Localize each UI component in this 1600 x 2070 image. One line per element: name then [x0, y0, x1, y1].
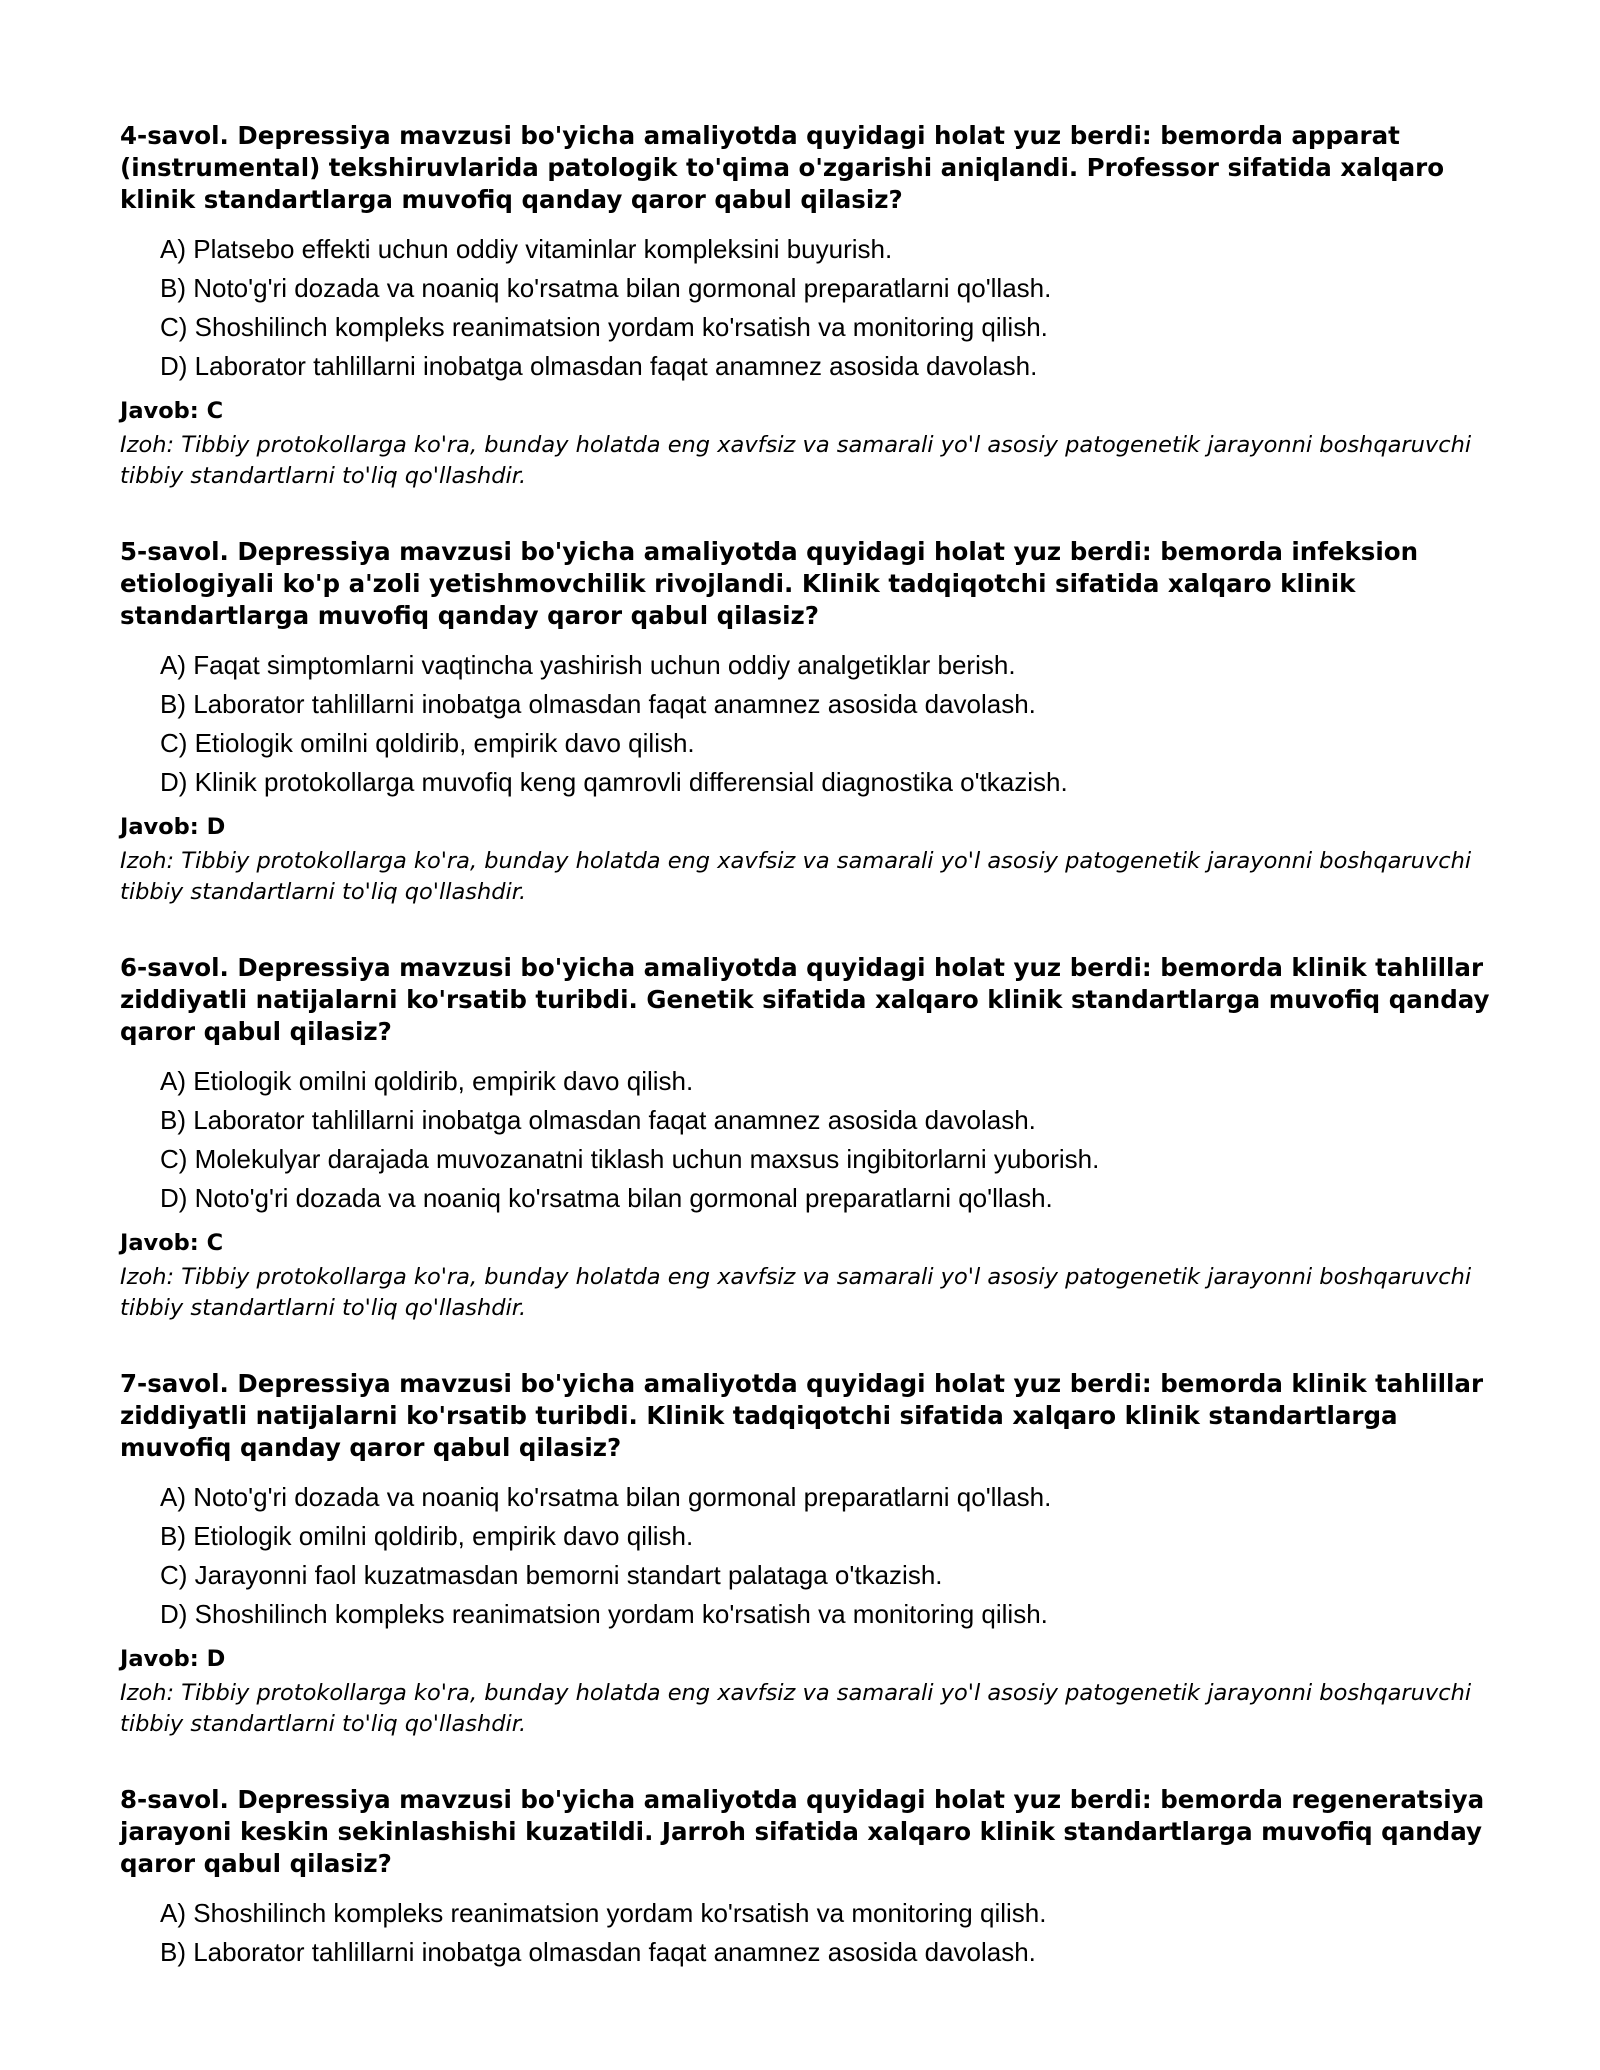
option-a: A) Platsebo effekti uchun oddiy vitaminlar kompleksini buyurish.	[160, 234, 893, 264]
answer-label: Javob: C	[120, 398, 224, 424]
question-title: 6-savol. Depressiya mavzusi bo'yicha amaliyotda quyidagi holat yuz berdi: bemorda klinik tahlillar ziddiyatli natijalarni ko'rsatib turibdi. Genetik sifatida xalqaro klinik standartlarga muvofiq qanday qaror qabul qilasiz?	[120, 953, 1490, 1046]
options-list	[160, 1478, 1500, 1634]
question-block	[120, 1784, 1500, 1972]
option-b: B) Laborator tahlillarni inobatga olmasdan faqat anamnez asosida davolash.	[160, 1937, 1036, 1967]
options-list	[160, 1894, 1500, 1972]
question-block	[120, 120, 1500, 492]
answer-label: Javob: C	[120, 1230, 224, 1256]
option-c: C) Etiologik omilni qoldirib, empirik davo qilish.	[160, 728, 695, 758]
option-c: C) Shoshilinch kompleks reanimatsion yordam ko'rsatish va monitoring qilish.	[160, 312, 1048, 342]
options-list	[160, 646, 1500, 802]
option-b: B) Noto'g'ri dozada va noaniq ko'rsatma bilan gormonal preparatlarni qo'llash.	[160, 273, 1052, 303]
options-list	[160, 1062, 1500, 1218]
explanation-note: Izoh: Tibbiy protokollarga ko'ra, bunday holatda eng xavfsiz va samarali yo'l asosiy patogenetik jarayonni boshqaruvchi tibbiy standartlarni to'liq qo'llashdir.	[120, 1680, 1472, 1737]
option-d: D) Klinik protokollarga muvofiq keng qamrovli differensial diagnostika o'tkazish.	[160, 767, 1068, 797]
option-d: D) Noto'g'ri dozada va noaniq ko'rsatma bilan gormonal preparatlarni qo'llash.	[160, 1183, 1053, 1213]
option-b: B) Laborator tahlillarni inobatga olmasdan faqat anamnez asosida davolash.	[160, 689, 1036, 719]
document-page	[120, 120, 1500, 2016]
question-title: 5-savol. Depressiya mavzusi bo'yicha amaliyotda quyidagi holat yuz berdi: bemorda infeksion etiologiyali ko'p a'zoli yetishmovchilik rivojlandi. Klinik tadqiqotchi sifatida xalqaro klinik standartlarga muvofiq qanday qaror qabul qilasiz?	[120, 537, 1419, 630]
question-block	[120, 536, 1500, 908]
option-a: A) Noto'g'ri dozada va noaniq ko'rsatma bilan gormonal preparatlarni qo'llash.	[160, 1482, 1052, 1512]
option-a: A) Faqat simptomlarni vaqtincha yashirish uchun oddiy analgetiklar berish.	[160, 650, 1016, 680]
question-title: 8-savol. Depressiya mavzusi bo'yicha amaliyotda quyidagi holat yuz berdi: bemorda regeneratsiya jarayoni keskin sekinlashishi kuzatildi. Jarroh sifatida xalqaro klinik standartlarga muvofiq qanday qaror qabul qilasiz?	[120, 1785, 1485, 1878]
answer-label: Javob: D	[120, 814, 226, 840]
answer-label: Javob: D	[120, 1646, 226, 1672]
option-d: D) Laborator tahlillarni inobatga olmasdan faqat anamnez asosida davolash.	[160, 351, 1038, 381]
option-b: B) Etiologik omilni qoldirib, empirik davo qilish.	[160, 1521, 694, 1551]
option-a: A) Etiologik omilni qoldirib, empirik davo qilish.	[160, 1066, 694, 1096]
explanation-note: Izoh: Tibbiy protokollarga ko'ra, bunday holatda eng xavfsiz va samarali yo'l asosiy patogenetik jarayonni boshqaruvchi tibbiy standartlarni to'liq qo'llashdir.	[120, 848, 1472, 905]
question-block	[120, 952, 1500, 1324]
option-c: C) Jarayonni faol kuzatmasdan bemorni standart palataga o'tkazish.	[160, 1560, 943, 1590]
option-a: A) Shoshilinch kompleks reanimatsion yordam ko'rsatish va monitoring qilish.	[160, 1898, 1047, 1928]
explanation-note: Izoh: Tibbiy protokollarga ko'ra, bunday holatda eng xavfsiz va samarali yo'l asosiy patogenetik jarayonni boshqaruvchi tibbiy standartlarni to'liq qo'llashdir.	[120, 1264, 1472, 1321]
options-list	[160, 230, 1500, 386]
option-b: B) Laborator tahlillarni inobatga olmasdan faqat anamnez asosida davolash.	[160, 1105, 1036, 1135]
question-title: 4-savol. Depressiya mavzusi bo'yicha amaliyotda quyidagi holat yuz berdi: bemorda apparat (instrumental) tekshiruvlarida patologik to'qima o'zgarishi aniqlandi. Professor sifatida xalqaro klinik standartlarga muvofiq qanday qaror qabul qilasiz?	[120, 121, 1445, 214]
explanation-note: Izoh: Tibbiy protokollarga ko'ra, bunday holatda eng xavfsiz va samarali yo'l asosiy patogenetik jarayonni boshqaruvchi tibbiy standartlarni to'liq qo'llashdir.	[120, 432, 1472, 489]
question-block	[120, 1368, 1500, 1740]
question-title: 7-savol. Depressiya mavzusi bo'yicha amaliyotda quyidagi holat yuz berdi: bemorda klinik tahlillar ziddiyatli natijalarni ko'rsatib turibdi. Klinik tadqiqotchi sifatida xalqaro klinik standartlarga muvofiq qanday qaror qabul qilasiz?	[120, 1369, 1484, 1462]
option-d: D) Shoshilinch kompleks reanimatsion yordam ko'rsatish va monitoring qilish.	[160, 1599, 1048, 1629]
option-c: C) Molekulyar darajada muvozanatni tiklash uchun maxsus ingibitorlarni yuborish.	[160, 1144, 1100, 1174]
